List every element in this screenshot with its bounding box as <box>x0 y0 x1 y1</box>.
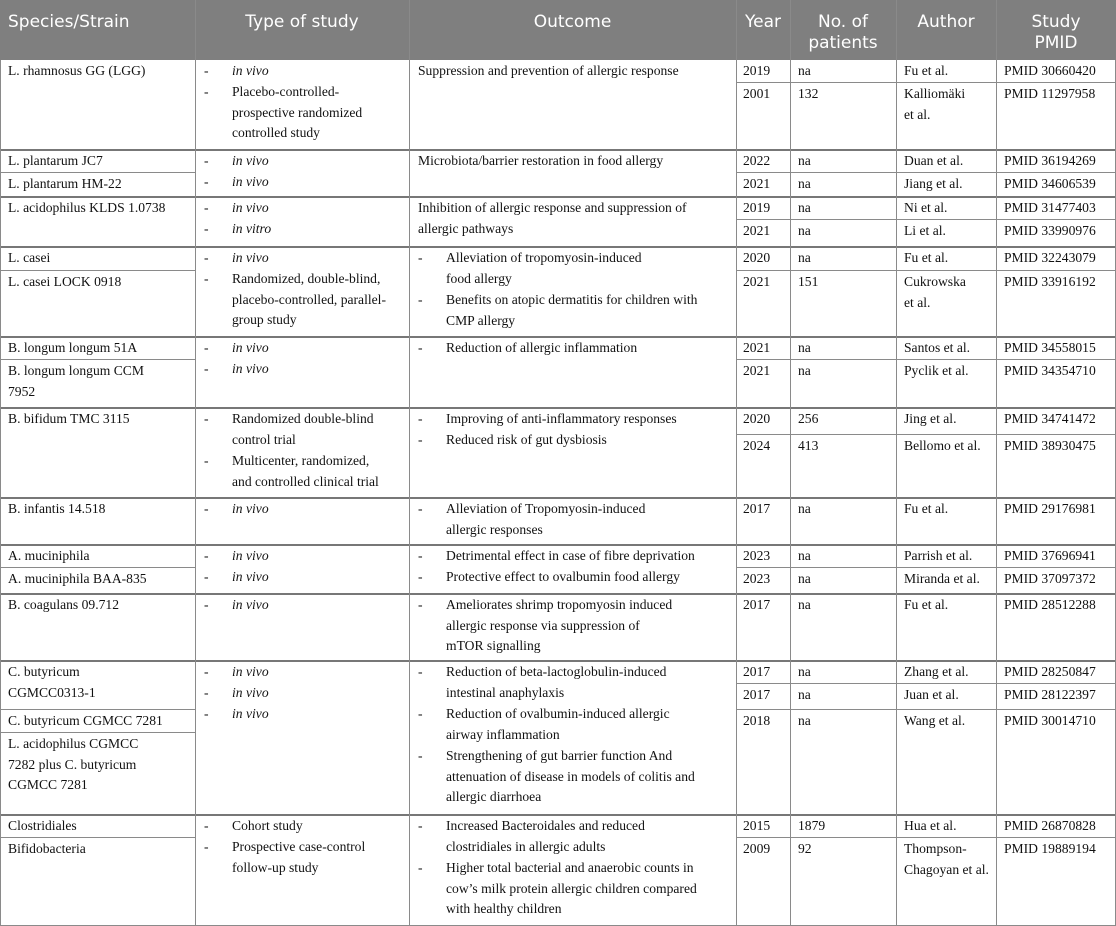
column-divider <box>195 0 196 926</box>
bullet-dash: - <box>204 174 209 189</box>
author-cell: Wang et al. <box>904 713 966 728</box>
outcome-bullet-line: Reduction of beta-lactoglobulin-induced <box>446 664 667 679</box>
row-divider <box>0 149 1116 151</box>
study-type-bullet-line: in vivo <box>232 250 269 265</box>
pmid-cell: PMID 28250847 <box>1004 664 1096 679</box>
row-divider <box>736 219 1116 220</box>
outcome-bullet-line: clostridiales in allergic adults <box>446 838 606 854</box>
outcome-bullet-line: CMP allergy <box>446 312 516 328</box>
patients-cell: na <box>798 250 811 265</box>
bullet-dash: - <box>418 432 423 447</box>
year-cell: 2021 <box>743 176 771 191</box>
outcome-bullet-line: food allergy <box>446 270 512 286</box>
pmid-cell: PMID 38930475 <box>1004 438 1096 453</box>
study-type-bullet-line: Randomized, double-blind, <box>232 271 381 286</box>
species-strain-cell: C. butyricum <box>8 664 80 679</box>
outcome-bullet-line: Alleviation of tropomyosin-induced <box>446 250 642 265</box>
header-species-strain: Species/Strain <box>8 12 130 32</box>
bullet-dash: - <box>418 340 423 355</box>
author-cell: Cukrowska <box>904 274 966 289</box>
outcome-bullet-line: attenuation of disease in models of colitis and <box>446 768 695 784</box>
outcome-bullet <box>418 746 727 808</box>
outcome-bullet <box>418 338 727 359</box>
pmid-cell: PMID 28512288 <box>1004 597 1096 612</box>
study-type-bullet <box>204 816 400 837</box>
row-divider <box>0 407 1116 409</box>
pmid-cell: PMID 26870828 <box>1004 818 1096 833</box>
author-cell: Kalliomäki <box>904 86 966 101</box>
outcome-bullet <box>418 546 727 567</box>
author-cell: Santos et al. <box>904 340 971 355</box>
bullet-dash: - <box>418 748 423 763</box>
study-type-bullet <box>204 595 400 616</box>
outcome-bullet-line: Reduction of allergic inflammation <box>446 340 638 355</box>
study-type-bullet-line: placebo-controlled, parallel- <box>232 291 386 307</box>
outcome-bullet <box>418 290 727 331</box>
patients-cell: na <box>798 687 811 702</box>
species-strain-cell: A. muciniphila BAA-835 <box>8 571 147 586</box>
pmid-cell: PMID 34741472 <box>1004 411 1096 426</box>
study-type-bullet <box>204 546 400 567</box>
study-type-bullet-line: in vivo <box>232 501 269 516</box>
pmid-cell: PMID 29176981 <box>1004 501 1096 516</box>
author-cell: Pyclik et al. <box>904 363 969 378</box>
study-type-bullet-line: in vivo <box>232 597 269 612</box>
author-cell: Miranda et al. <box>904 571 980 586</box>
outcome-bullet <box>418 662 727 703</box>
patients-cell: 256 <box>798 411 819 426</box>
bullet-dash: - <box>204 63 209 78</box>
outcome-bullet-line: with healthy children <box>446 901 562 916</box>
outcome-bullet-line: mTOR signalling <box>446 638 541 653</box>
study-type-bullet <box>204 704 400 725</box>
row-divider <box>0 196 1116 198</box>
patients-cell: na <box>798 501 811 516</box>
year-cell: 2017 <box>743 687 771 702</box>
row-divider <box>736 172 1116 173</box>
bullet-dash: - <box>204 250 209 265</box>
patients-cell: na <box>798 571 811 586</box>
bullet-dash: - <box>204 706 209 721</box>
outcome-bullet <box>418 858 727 920</box>
author-cell: Fu et al. <box>904 63 949 78</box>
year-cell: 2017 <box>743 501 771 516</box>
study-type-bullet <box>204 338 400 359</box>
year-cell: 2022 <box>743 153 771 168</box>
author-cell: Li et al. <box>904 223 946 238</box>
author-cell: Hua et al. <box>904 818 957 833</box>
outcome-bullet-line: Benefits on atopic dermatitis for children with <box>446 292 698 307</box>
row-divider <box>0 172 195 173</box>
species-strain-cell: A. muciniphila <box>8 548 90 563</box>
patients-cell: 132 <box>798 86 819 101</box>
study-type-bullet <box>204 837 400 878</box>
study-type-bullet <box>204 172 400 193</box>
patients-cell: 92 <box>798 841 812 856</box>
bullet-dash: - <box>418 706 423 721</box>
bullet-dash: - <box>418 548 423 563</box>
patients-cell: na <box>798 664 811 679</box>
study-type-bullet-line: in vivo <box>232 548 269 563</box>
outcome-bullet-line: allergic diarrhoea <box>446 789 542 804</box>
bullet-dash: - <box>418 501 423 516</box>
table-header <box>0 0 1116 60</box>
species-strain-cell: 7282 plus C. butyricum <box>8 756 137 772</box>
outcome-bullet-line: airway inflammation <box>446 726 560 742</box>
author-cell: Zhang et al. <box>904 664 969 679</box>
species-strain-cell: Clostridiales <box>8 818 77 833</box>
study-type-bullet <box>204 451 400 492</box>
year-cell: 2018 <box>743 713 771 728</box>
bullet-dash: - <box>204 548 209 563</box>
bullet-dash: - <box>418 250 423 265</box>
author-cell: et al. <box>904 106 931 122</box>
column-divider <box>896 0 897 926</box>
bullet-dash: - <box>204 200 209 215</box>
row-divider <box>0 567 195 568</box>
header-outcome: Outcome <box>533 12 612 32</box>
header-no-of-patients: No. of patients <box>808 12 878 53</box>
study-type-bullet-line: in vivo <box>232 569 269 584</box>
header-year: Year <box>745 12 781 32</box>
row-divider <box>0 544 1116 546</box>
study-type-bullet-line: in vivo <box>232 706 269 721</box>
pmid-cell: PMID 34354710 <box>1004 363 1096 378</box>
outcome-bullet-line: Microbiota/barrier restoration in food allergy <box>418 153 664 168</box>
author-cell: Fu et al. <box>904 501 949 516</box>
outcome-bullet-line: Detrimental effect in case of fibre deprivation <box>446 548 695 563</box>
study-type-bullet-line: in vivo <box>232 174 269 189</box>
patients-cell: na <box>798 63 811 78</box>
row-divider <box>0 709 195 710</box>
species-strain-cell: L. acidophilus CGMCC <box>8 736 139 751</box>
bullet-dash: - <box>204 597 209 612</box>
species-strain-cell: L. casei LOCK 0918 <box>8 274 122 289</box>
year-cell: 2024 <box>743 438 771 453</box>
species-strain-cell: L. casei <box>8 250 51 265</box>
header-study-pmid: Study PMID <box>1031 12 1081 53</box>
row-divider <box>0 497 1116 499</box>
author-cell: Duan et al. <box>904 153 964 168</box>
species-strain-cell: L. rhamnosus GG (LGG) <box>8 63 146 78</box>
year-cell: 2023 <box>743 571 771 586</box>
study-type-bullet-line: follow-up study <box>232 859 319 875</box>
outcome-bullet-line: Improving of anti-inflammatory responses <box>446 411 677 426</box>
study-type-bullet <box>204 61 400 82</box>
bullet-dash: - <box>418 569 423 584</box>
patients-cell: na <box>798 340 811 355</box>
author-cell: Parrish et al. <box>904 548 973 563</box>
study-type-bullet-line: in vivo <box>232 664 269 679</box>
year-cell: 2021 <box>743 274 771 289</box>
species-strain-cell: B. bifidum TMC 3115 <box>8 411 130 426</box>
study-type-bullet-line: prospective randomized <box>232 104 363 120</box>
year-cell: 2017 <box>743 664 771 679</box>
pmid-cell: PMID 11297958 <box>1004 86 1096 101</box>
bullet-dash: - <box>204 361 209 376</box>
outcome-bullet-line: allergic pathways <box>418 220 514 236</box>
bullet-dash: - <box>204 153 209 168</box>
author-cell: Jiang et al. <box>904 176 963 191</box>
year-cell: 2023 <box>743 548 771 563</box>
outcome-bullet <box>418 595 727 657</box>
row-divider <box>0 732 195 733</box>
row-divider <box>0 837 195 838</box>
row-divider <box>0 270 195 271</box>
outcome-bullet <box>418 704 727 745</box>
row-divider <box>0 660 1116 662</box>
study-type-bullet-line: control trial <box>232 431 296 447</box>
outcome-bullet-line: Protective effect to ovalbumin food allergy <box>446 569 680 584</box>
pmid-cell: PMID 37696941 <box>1004 548 1096 563</box>
species-strain-cell: 7952 <box>8 383 36 399</box>
study-type-bullet-line: Randomized double-blind <box>232 411 374 426</box>
pmid-cell: PMID 33916192 <box>1004 274 1096 289</box>
bullet-dash: - <box>204 664 209 679</box>
outcome-bullet <box>418 816 727 857</box>
study-type-bullet-line: group study <box>232 312 297 327</box>
author-cell: et al. <box>904 294 931 310</box>
row-divider <box>736 567 1116 568</box>
row-divider <box>0 359 195 360</box>
outcome-bullet-line: Ameliorates shrimp tropomyosin induced <box>446 597 673 612</box>
year-cell: 2021 <box>743 340 771 355</box>
study-type-bullet <box>204 662 400 683</box>
column-divider <box>996 0 997 926</box>
row-divider <box>736 837 1116 838</box>
column-divider <box>736 0 737 926</box>
species-strain-cell: B. longum longum CCM <box>8 363 144 378</box>
bullet-dash: - <box>204 271 209 286</box>
species-strain-cell: CGMCC0313-1 <box>8 684 96 700</box>
species-strain-cell: L. acidophilus KLDS 1.0738 <box>8 200 166 215</box>
outcome-bullet <box>418 248 727 289</box>
year-cell: 2015 <box>743 818 771 833</box>
patients-cell: na <box>798 223 811 238</box>
outcome-bullet-line: Inhibition of allergic response and suppression of <box>418 200 687 215</box>
pmid-cell: PMID 30660420 <box>1004 63 1096 78</box>
row-divider <box>736 359 1116 360</box>
species-strain-cell: L. plantarum HM-22 <box>8 176 122 191</box>
species-strain-cell: L. plantarum JC7 <box>8 153 103 168</box>
study-type-bullet-line: Cohort study <box>232 818 303 833</box>
species-strain-cell: Bifidobacteria <box>8 841 86 856</box>
year-cell: 2019 <box>743 63 771 78</box>
pmid-cell: PMID 30014710 <box>1004 713 1096 728</box>
outcome-bullet-line: Strengthening of gut barrier function And <box>446 748 673 763</box>
outcome-bullet-line: Suppression and prevention of allergic response <box>418 63 679 78</box>
pmid-cell: PMID 34558015 <box>1004 340 1096 355</box>
author-cell: Fu et al. <box>904 250 949 265</box>
outcome-bullet <box>418 61 727 82</box>
study-type-bullet-line: in vitro <box>232 221 272 236</box>
bullet-dash: - <box>204 685 209 700</box>
outcome-bullet <box>418 499 727 540</box>
author-cell: Chagoyan et al. <box>904 861 989 877</box>
author-cell: Fu et al. <box>904 597 949 612</box>
study-type-bullet <box>204 499 400 520</box>
year-cell: 2021 <box>743 363 771 378</box>
row-divider <box>0 246 1116 248</box>
study-type-bullet-line: in vivo <box>232 340 269 355</box>
pmid-cell: PMID 37097372 <box>1004 571 1096 586</box>
author-cell: Juan et al. <box>904 687 959 702</box>
outcome-bullet <box>418 409 727 430</box>
study-type-bullet <box>204 219 400 240</box>
outcome-bullet-line: Reduced risk of gut dysbiosis <box>446 432 607 447</box>
bullet-dash: - <box>204 84 209 99</box>
study-type-bullet-line: Multicenter, randomized, <box>232 453 370 468</box>
outcome-bullet <box>418 567 727 588</box>
row-divider <box>736 434 1116 435</box>
outcome-bullet-line: Reduction of ovalbumin-induced allergic <box>446 706 670 721</box>
pmid-cell: PMID 19889194 <box>1004 841 1096 856</box>
pmid-cell: PMID 32243079 <box>1004 250 1096 265</box>
bullet-dash: - <box>418 860 423 875</box>
bullet-dash: - <box>418 292 423 307</box>
study-type-bullet <box>204 198 400 219</box>
year-cell: 2009 <box>743 841 771 856</box>
bullet-dash: - <box>204 569 209 584</box>
row-divider <box>736 270 1116 271</box>
year-cell: 2001 <box>743 86 771 101</box>
bullet-dash: - <box>204 501 209 516</box>
study-type-bullet-line: in vivo <box>232 63 269 78</box>
pmid-cell: PMID 33990976 <box>1004 223 1096 238</box>
outcome-bullet-line: intestinal anaphylaxis <box>446 684 565 700</box>
outcome-bullet <box>418 151 727 172</box>
patients-cell: na <box>798 713 811 728</box>
row-divider <box>0 593 1116 595</box>
patients-cell: na <box>798 597 811 612</box>
outcome-bullet-line: allergic responses <box>446 521 543 537</box>
species-strain-cell: B. coagulans 09.712 <box>8 597 120 612</box>
outcome-bullet <box>418 198 727 239</box>
outcome-bullet-line: Increased Bacteroidales and reduced <box>446 818 645 833</box>
species-strain-cell: CGMCC 7281 <box>8 777 88 792</box>
species-strain-cell: C. butyricum CGMCC 7281 <box>8 713 163 728</box>
row-divider <box>736 82 1116 83</box>
study-type-bullet-line: in vivo <box>232 361 269 376</box>
year-cell: 2021 <box>743 223 771 238</box>
study-type-bullet <box>204 409 400 450</box>
study-type-bullet-line: controlled study <box>232 125 320 140</box>
study-type-bullet <box>204 567 400 588</box>
pmid-cell: PMID 36194269 <box>1004 153 1096 168</box>
species-strain-cell: B. longum longum 51A <box>8 340 138 355</box>
patients-cell: na <box>798 176 811 191</box>
year-cell: 2020 <box>743 411 771 426</box>
author-cell: Thompson- <box>904 841 967 856</box>
column-divider <box>790 0 791 926</box>
study-type-bullet-line: in vivo <box>232 685 269 700</box>
author-cell: Ni et al. <box>904 200 948 215</box>
row-divider <box>736 683 1116 684</box>
bullet-dash: - <box>204 839 209 854</box>
patients-cell: na <box>798 548 811 563</box>
study-type-bullet-line: in vivo <box>232 200 269 215</box>
table-border <box>0 60 1 926</box>
row-divider <box>0 336 1116 338</box>
outcome-bullet <box>418 430 727 451</box>
outcome-bullet-line: Higher total bacterial and anaerobic counts in <box>446 860 694 875</box>
bullet-dash: - <box>204 411 209 426</box>
study-type-bullet-line: Placebo-controlled- <box>232 84 340 99</box>
bullet-dash: - <box>418 664 423 679</box>
study-type-bullet <box>204 151 400 172</box>
study-type-bullet-line: and controlled clinical trial <box>232 473 379 489</box>
study-type-bullet-line: in vivo <box>232 153 269 168</box>
column-divider <box>409 0 410 926</box>
bullet-dash: - <box>418 597 423 612</box>
year-cell: 2020 <box>743 250 771 265</box>
row-divider <box>0 814 1116 816</box>
patients-cell: na <box>798 153 811 168</box>
header-type-of-study: Type of study <box>245 12 359 32</box>
outcome-bullet-line: Alleviation of Tropomyosin-induced <box>446 501 646 516</box>
patients-cell: na <box>798 363 811 378</box>
bullet-dash: - <box>418 818 423 833</box>
year-cell: 2019 <box>743 200 771 215</box>
year-cell: 2017 <box>743 597 771 612</box>
pmid-cell: PMID 31477403 <box>1004 200 1096 215</box>
study-type-bullet-line: Prospective case-control <box>232 839 366 854</box>
bullet-dash: - <box>204 340 209 355</box>
species-strain-cell: B. infantis 14.518 <box>8 501 106 516</box>
study-type-bullet <box>204 269 400 331</box>
outcome-bullet-line: allergic response via suppression of <box>446 617 640 633</box>
study-type-bullet <box>204 359 400 380</box>
pmid-cell: PMID 34606539 <box>1004 176 1096 191</box>
bullet-dash: - <box>204 453 209 468</box>
header-author: Author <box>917 12 975 32</box>
patients-cell: 413 <box>798 438 819 453</box>
patients-cell: 151 <box>798 274 819 289</box>
study-type-bullet <box>204 82 400 144</box>
study-type-bullet <box>204 683 400 704</box>
patients-cell: na <box>798 200 811 215</box>
patients-cell: 1879 <box>798 818 826 833</box>
outcome-bullet-line: cow’s milk protein allergic children compared <box>446 880 697 896</box>
bullet-dash: - <box>204 221 209 236</box>
study-type-bullet <box>204 248 400 269</box>
bullet-dash: - <box>204 818 209 833</box>
author-cell: Bellomo et al. <box>904 438 981 453</box>
author-cell: Jing et al. <box>904 411 957 426</box>
bullet-dash: - <box>418 411 423 426</box>
pmid-cell: PMID 28122397 <box>1004 687 1096 702</box>
row-divider <box>736 709 1116 710</box>
